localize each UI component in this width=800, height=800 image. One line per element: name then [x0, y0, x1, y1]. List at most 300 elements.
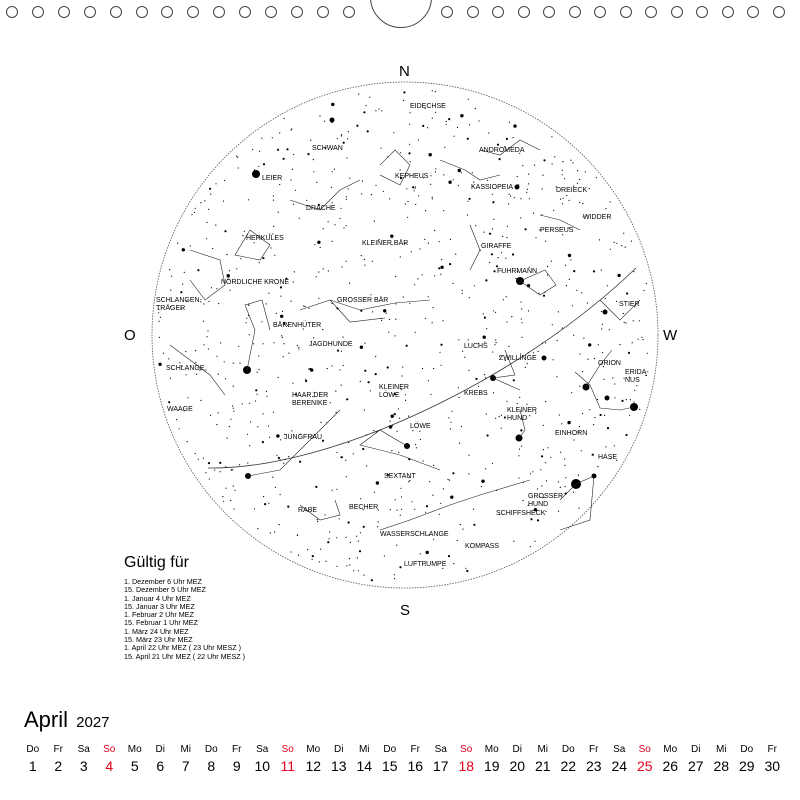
weekday-label: Sa [434, 744, 447, 755]
weekday-label: Fr [589, 744, 599, 755]
star [337, 350, 339, 352]
star [441, 365, 442, 366]
star [386, 313, 387, 314]
day-number: 29 [738, 758, 755, 774]
constellation-label-line: JUNGFRAU [284, 434, 323, 441]
star [419, 431, 420, 432]
star [489, 233, 491, 235]
star [310, 140, 311, 141]
star [518, 477, 519, 478]
star [294, 271, 295, 272]
star [579, 202, 580, 203]
star [567, 421, 570, 424]
star [332, 202, 333, 203]
star [600, 414, 602, 416]
star [547, 266, 548, 267]
star [392, 425, 393, 426]
day-number: 3 [79, 758, 88, 774]
star [550, 457, 551, 458]
star [521, 308, 522, 309]
star [191, 214, 192, 215]
star [429, 153, 432, 156]
star [428, 243, 429, 244]
constellation-label-line: KREBS [464, 390, 488, 397]
star [185, 374, 186, 375]
star [415, 204, 416, 205]
star [177, 243, 178, 244]
star [504, 416, 506, 418]
star [516, 278, 517, 279]
star [601, 311, 602, 312]
star [257, 372, 258, 373]
star [605, 446, 606, 447]
constellation-label [499, 355, 537, 362]
star [631, 241, 632, 242]
star [342, 337, 343, 338]
star [439, 352, 440, 353]
star [594, 417, 595, 418]
star [558, 511, 559, 512]
calendar-day [275, 744, 301, 774]
star [614, 383, 615, 384]
star [468, 473, 469, 474]
weekday-label: Fr [767, 744, 777, 755]
star [646, 283, 647, 284]
star [583, 338, 584, 339]
star [283, 158, 285, 160]
star [468, 370, 469, 371]
star [616, 301, 617, 302]
star [625, 434, 627, 436]
star [478, 120, 479, 121]
star [428, 380, 429, 381]
star [522, 165, 523, 166]
star [527, 189, 528, 190]
star [526, 404, 527, 405]
star [284, 118, 285, 119]
star [224, 361, 225, 362]
star [405, 394, 406, 395]
star [409, 480, 410, 481]
star [244, 231, 245, 232]
star [216, 424, 217, 425]
star [185, 351, 186, 352]
star [520, 429, 522, 431]
star [522, 337, 523, 338]
star [257, 426, 258, 427]
star [349, 178, 350, 179]
star [222, 496, 223, 497]
star [576, 290, 577, 291]
star [577, 170, 578, 171]
star [346, 565, 347, 566]
star [356, 125, 358, 127]
star [360, 498, 361, 499]
star [405, 203, 406, 204]
star [597, 399, 598, 400]
star [280, 286, 282, 288]
star [220, 342, 221, 343]
calendar-day [199, 744, 225, 774]
star [408, 152, 410, 154]
star [274, 255, 275, 256]
star [520, 198, 521, 199]
star [233, 386, 234, 387]
star [448, 555, 450, 557]
star [350, 542, 351, 543]
constellation-label-line: GROSSER BÄR [337, 297, 389, 304]
constellation-label-line: SEXTANT [384, 473, 416, 480]
star [449, 480, 450, 481]
star [403, 296, 404, 297]
star [220, 471, 221, 472]
weekday-label: Fr [232, 744, 242, 755]
star [214, 469, 215, 470]
star [262, 441, 264, 443]
star [317, 519, 318, 520]
star [440, 344, 442, 346]
star [517, 403, 518, 404]
day-number: 4 [105, 758, 114, 774]
star [594, 358, 595, 359]
star [432, 118, 433, 119]
star [438, 267, 440, 269]
star [205, 472, 206, 473]
star [432, 322, 433, 323]
star [562, 234, 563, 235]
star [292, 383, 293, 384]
constellation-label [479, 147, 525, 154]
constellation-label [167, 406, 193, 413]
weekday-label: Do [561, 744, 575, 755]
star [179, 428, 180, 429]
star [424, 239, 425, 240]
constellation-label-line: LUFTPUMPE [404, 561, 447, 568]
constellation-label [410, 103, 446, 110]
star [259, 151, 260, 152]
star [279, 132, 280, 133]
star [621, 245, 622, 246]
star [589, 409, 590, 410]
constellation-label-line: ERIDA- [625, 369, 649, 376]
star [212, 248, 213, 249]
star [279, 524, 280, 525]
star [389, 198, 390, 199]
star [402, 366, 403, 367]
constellation-label [312, 145, 343, 152]
star [582, 203, 583, 204]
star [534, 541, 535, 542]
star [203, 321, 204, 322]
star [458, 339, 459, 340]
star [579, 426, 580, 427]
star [534, 165, 535, 166]
star [543, 449, 544, 450]
star [198, 459, 199, 460]
star [434, 230, 435, 231]
star [473, 524, 475, 526]
star [336, 489, 337, 490]
star [458, 397, 459, 398]
star [288, 456, 289, 457]
star [305, 379, 306, 380]
star [334, 224, 335, 225]
star [346, 261, 347, 262]
star [400, 152, 401, 153]
star [203, 344, 204, 345]
star [468, 455, 469, 456]
star [422, 274, 423, 275]
star [328, 270, 329, 271]
star [530, 518, 532, 520]
star [158, 363, 161, 366]
weekday-label: So [460, 744, 473, 755]
star [464, 357, 465, 358]
star [614, 242, 615, 243]
star [435, 112, 436, 113]
star [425, 318, 426, 319]
star [215, 225, 216, 226]
star [526, 192, 527, 193]
star [612, 377, 613, 378]
calendar-day [632, 744, 658, 774]
star [347, 138, 348, 139]
star [254, 242, 255, 243]
star [348, 131, 349, 132]
star [298, 555, 299, 556]
star [226, 254, 227, 255]
star [462, 290, 463, 291]
star [366, 105, 367, 106]
constellation-label-line: ZWILLINGE [499, 355, 537, 362]
star [412, 501, 413, 502]
validity-line: 1. März 24 Uhr MEZ [124, 626, 189, 636]
validity-line: 15. Januar 3 Uhr MEZ [124, 601, 195, 611]
star [168, 358, 169, 359]
star [432, 197, 433, 198]
validity-line: 1. Dezember 6 Uhr MEZ [124, 577, 202, 586]
star [623, 313, 624, 314]
star [452, 411, 453, 412]
star [587, 302, 588, 303]
star [499, 158, 501, 160]
star [394, 413, 396, 415]
star [473, 182, 474, 183]
bright-star [252, 170, 260, 178]
star [255, 389, 257, 391]
star [360, 381, 361, 382]
star [542, 175, 543, 176]
star [258, 166, 259, 167]
star [628, 352, 630, 354]
star [346, 157, 347, 158]
constellation-label-line: STIER [619, 301, 640, 308]
star [308, 369, 309, 370]
star [205, 369, 206, 370]
star [401, 496, 402, 497]
star [493, 219, 494, 220]
star [468, 339, 469, 340]
star [453, 563, 454, 564]
star [626, 399, 627, 400]
star [418, 139, 419, 140]
calendar-day [428, 744, 454, 774]
star [230, 419, 231, 420]
star [543, 159, 545, 161]
star [486, 328, 487, 329]
star [196, 374, 197, 375]
star [246, 322, 247, 323]
star [506, 237, 507, 238]
star [414, 509, 415, 510]
star [475, 108, 476, 109]
day-number: 10 [254, 758, 271, 774]
constellation-label-line: DREIECK [556, 187, 588, 194]
star [325, 561, 326, 562]
weekday-label: Mi [537, 744, 549, 755]
star [364, 575, 365, 576]
weekday-label: Di [334, 744, 344, 755]
star [342, 266, 343, 267]
star [395, 499, 396, 500]
constellation-label-line: SCHIFFSHECK [496, 510, 546, 517]
star [461, 426, 462, 427]
star [630, 399, 631, 400]
calendar-day [760, 744, 786, 774]
day-number: 18 [458, 758, 475, 774]
star [557, 340, 558, 341]
star [231, 470, 232, 471]
star [238, 346, 239, 347]
compass-west: W [663, 327, 678, 344]
star [570, 160, 571, 161]
star [270, 532, 271, 533]
star [400, 515, 401, 516]
star [473, 509, 474, 510]
star [225, 466, 226, 467]
star [525, 367, 526, 368]
star [390, 235, 393, 238]
star [492, 201, 494, 203]
star [332, 241, 333, 242]
star [450, 422, 451, 423]
day-number: 26 [662, 758, 679, 774]
star [248, 199, 249, 200]
star [401, 509, 402, 510]
star [272, 477, 273, 478]
star [293, 204, 294, 205]
star [492, 194, 493, 195]
star [309, 368, 311, 370]
star [571, 392, 572, 393]
calendar-day [122, 744, 148, 774]
star [633, 320, 634, 321]
star [343, 142, 345, 144]
month-year: 2027 [76, 714, 110, 731]
star [400, 488, 401, 489]
star [401, 375, 402, 376]
weekday-label: Fr [53, 744, 63, 755]
star [485, 279, 487, 281]
star [460, 524, 461, 525]
star [341, 134, 342, 135]
star [418, 195, 419, 196]
star [597, 466, 598, 467]
star [346, 476, 347, 477]
constellation-label [464, 343, 488, 350]
star [458, 169, 461, 172]
star [642, 339, 643, 340]
star [379, 108, 380, 109]
star [510, 196, 511, 197]
star [485, 468, 486, 469]
star [340, 218, 341, 219]
star [272, 137, 273, 138]
star [459, 443, 460, 444]
star [527, 363, 528, 364]
star [410, 161, 411, 162]
star [316, 276, 317, 277]
star [224, 230, 226, 232]
star [184, 272, 185, 273]
star [519, 397, 520, 398]
star [323, 228, 324, 229]
star [381, 110, 382, 111]
bright-star [605, 396, 610, 401]
star [307, 153, 309, 155]
star [263, 343, 264, 344]
star [572, 162, 573, 163]
star [218, 303, 219, 304]
star [407, 217, 408, 218]
star [331, 365, 332, 366]
star [433, 368, 434, 369]
star [367, 130, 369, 132]
star [281, 335, 282, 336]
star [291, 128, 292, 129]
star [446, 124, 447, 125]
star [170, 378, 171, 379]
constellation-label-line: LUCHS [464, 343, 488, 350]
star [398, 408, 399, 409]
star [601, 269, 602, 270]
calendar-days-row [20, 744, 785, 774]
star [414, 190, 415, 191]
compass-east: O [124, 327, 136, 344]
star [551, 136, 552, 137]
star [336, 566, 337, 567]
star [537, 488, 538, 489]
star [240, 258, 241, 259]
star [414, 188, 415, 189]
star [551, 261, 552, 262]
star [541, 455, 543, 457]
constellation-label [221, 278, 289, 286]
weekday-label: Di [512, 744, 522, 755]
star [194, 212, 195, 213]
star [215, 183, 216, 184]
star [569, 279, 570, 280]
star [288, 353, 289, 354]
star [236, 156, 237, 157]
star [293, 281, 294, 282]
calendar-day [148, 744, 174, 774]
calendar-day [454, 744, 480, 774]
star [364, 409, 365, 410]
star [412, 186, 414, 188]
star [589, 188, 590, 189]
star [278, 212, 279, 213]
